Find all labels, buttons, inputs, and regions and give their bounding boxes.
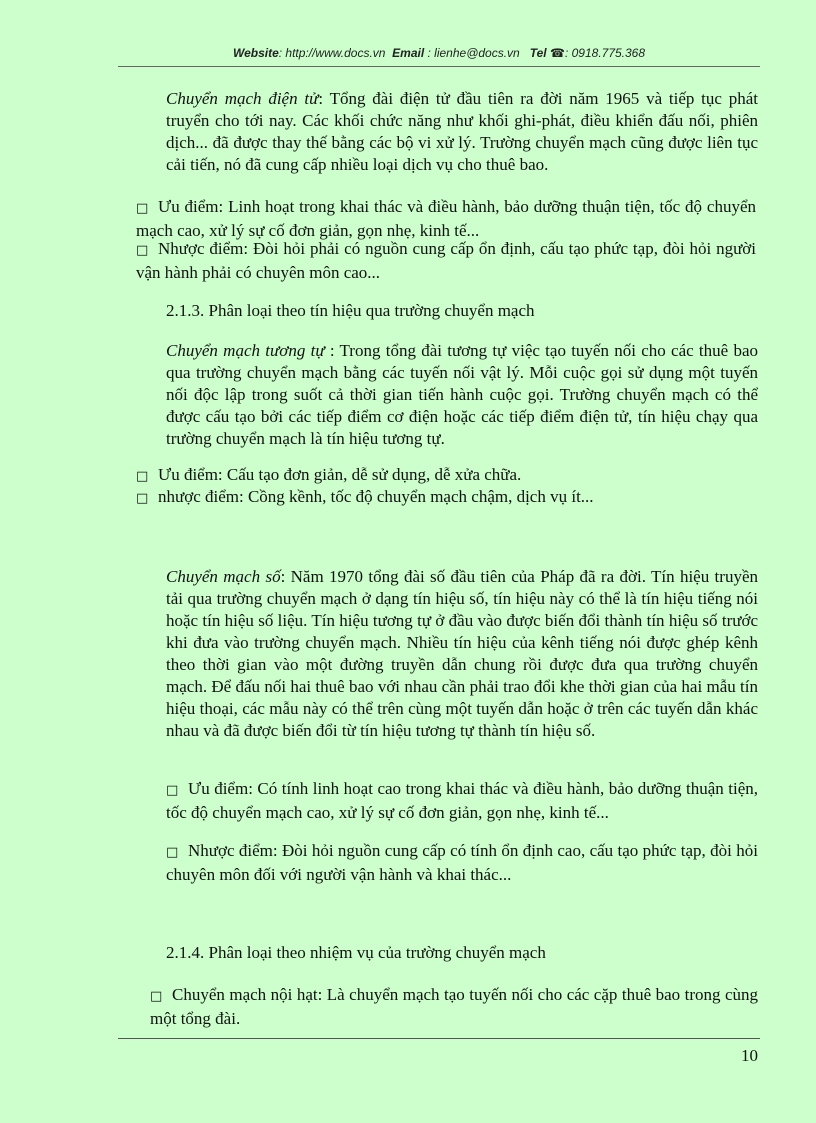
checkbox-icon: □	[166, 783, 179, 798]
analog-text: : Trong tổng đài tương tự việc tạo tuyến nối cho các thuê bao qua trường chuyển mạch bằng các tuyến nối vật lý. Mỗi cuộc gọi sử dụng một tuyến nối độc lập trong suốt cả thời gian tiến hành cuộc gọi. Trường chuyển mạch có thể được cấu tạo bởi các tiếp điểm cơ điện hoặc các tiếp điểm điện tử, tín hiệu chạy qua trường chuyển mạch là tín hiệu tương tự.	[166, 341, 758, 448]
footer-divider	[118, 1038, 760, 1039]
analog-paragraph	[166, 340, 758, 450]
checkbox-icon: □	[136, 491, 149, 506]
local-switch-item: □ Chuyển mạch nội hạt: Là chuyển mạch tạo tuyến nối cho các cặp thuê bao trong cùng một tổng đài.	[150, 985, 758, 1028]
electronic-cons: □ Nhược điểm: Đòi hỏi phải có nguồn cung cấp ổn định, cấu tạo phức tạp, đòi hỏi người vận hành phải có chuyên môn cao...	[136, 239, 756, 282]
page-header	[118, 46, 760, 60]
term-analog: Chuyển mạch tương tự	[166, 341, 325, 360]
phone-icon: ☎	[550, 46, 565, 60]
digital-cons: □ Nhược điểm: Đòi hỏi nguồn cung cấp có tính ổn định cao, cấu tạo phức tạp, đòi hỏi chuyên môn đối với người vận hành và khai thác...	[166, 841, 758, 884]
electronic-pros: □ Ưu điểm: Linh hoạt trong khai thác và điều hành, bảo dưỡng thuận tiện, tốc độ chuyển mạch cao, xử lý sự cố đơn giản, gọn nhẹ, kinh tế...	[136, 197, 756, 240]
digital-pros: □ Ưu điểm: Có tính linh hoạt cao trong khai thác và điều hành, bảo dưỡng thuận tiện, tốc độ chuyển mạch cao, xử lý sự cố đơn giản, gọn nhẹ, kinh tế...	[166, 779, 758, 822]
checkbox-icon: □	[166, 845, 179, 860]
website-value: : http://www.docs.vn	[278, 46, 386, 60]
electronic-text: : Tổng đài điện tử đầu tiên ra đời năm 1965 và tiếp tục phát truyển cho tới nay. Các khối chức năng như khối ghi-phát, điều khiển đấu nối, phiên dịch... đã được thay thế bằng các bộ vi xử lý. Trường chuyển mạch cũng được liên tục cải tiến, nó đã cung cấp nhiều loại dịch vụ cho thuê bao.	[166, 89, 759, 174]
digital-paragraph	[166, 566, 758, 742]
website-label: Website	[232, 46, 279, 60]
analog-pros: □ Ưu điểm: Cấu tạo đơn giản, dễ sử dụng, dễ xửa chữa.	[136, 464, 756, 488]
term-electronic: Chuyển mạch điện tử	[166, 89, 319, 108]
term-digital: Chuyển mạch số	[166, 567, 281, 586]
checkbox-icon: □	[136, 469, 149, 484]
tel-value: : 0918.775.368	[564, 46, 646, 60]
digital-text: : Năm 1970 tổng đài số đầu tiên của Pháp đã ra đời. Tín hiệu truyền tải qua trường chuyển mạch ở dạng tín hiệu số, tín hiệu này có thể là tín hiệu tiếng nói hoặc tín hiệu số liệu. Tín hiệu tương tự ở đầu vào được biến đổi thành tín hiệu số trước khi đưa vào trường chuyển mạch. Nhiều tín hiệu của kênh tiếng nói được ghép kênh theo thời gian vào một đường truyền dẫn chung rồi được đưa qua trường chuyển mạch. Để đấu nối hai thuê bao với nhau cần phải trao đổi khe thời gian của hai mẫu tín hiệu thoại, các mẫu này có thể trên cùng một tuyến dẫn hoặc ở trên các tuyến dẫn khác nhau và đã được biến đổi từ tín hiệu tương tự thành tín hiệu số.	[166, 567, 758, 740]
checkbox-icon: □	[136, 201, 149, 216]
page-number: 10	[741, 1046, 758, 1065]
email-label: Email	[392, 46, 425, 60]
heading-2-1-4: 2.1.4. Phân loại theo nhiệm vụ của trường chuyển mạch	[166, 943, 546, 962]
tel-label: Tel	[529, 46, 547, 60]
email-value: : lienhe@docs.vn	[427, 46, 520, 60]
analog-cons: □ nhược điểm: Cồng kềnh, tốc độ chuyển mạch chậm, dịch vụ ít...	[136, 486, 756, 510]
checkbox-icon: □	[150, 989, 163, 1004]
header-divider	[118, 66, 760, 67]
checkbox-icon: □	[136, 243, 149, 258]
electronic-switch-paragraph	[166, 88, 758, 176]
heading-2-1-3: 2.1.3. Phân loại theo tín hiệu qua trường chuyển mạch	[166, 301, 535, 320]
